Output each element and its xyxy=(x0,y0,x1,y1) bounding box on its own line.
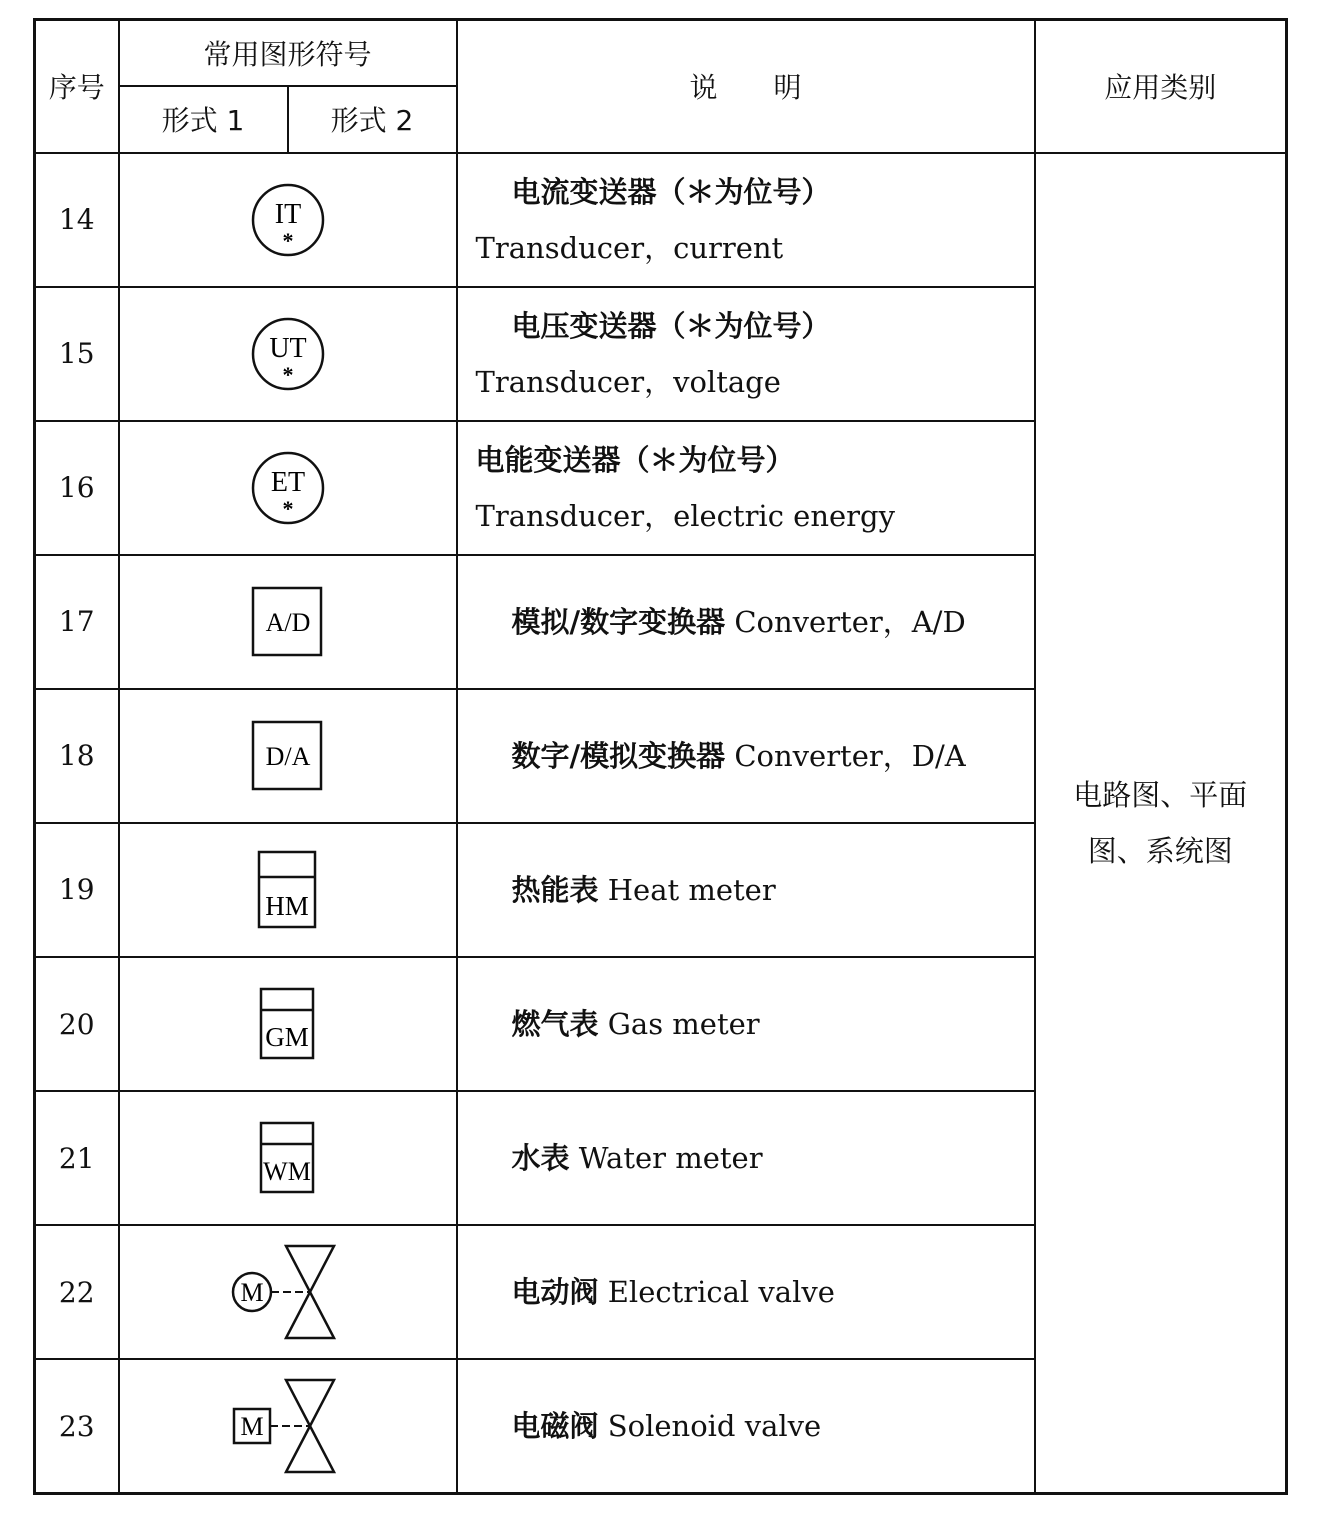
row-number: 23 xyxy=(35,1359,119,1493)
row-number: 19 xyxy=(35,823,119,957)
symbol-label: GM xyxy=(264,1022,309,1053)
symbol-table-sheet xyxy=(33,18,1285,1495)
row-number: 18 xyxy=(35,689,119,823)
header-form2: 形式 2 xyxy=(288,86,457,153)
desc-en: Transducer，current xyxy=(475,230,784,265)
solenoid-valve-symbol xyxy=(228,1377,348,1475)
transducer-voltage-symbol xyxy=(248,314,328,394)
symbol-cell xyxy=(119,823,457,957)
symbol-cell xyxy=(119,1359,457,1493)
desc-cn: 模拟/数字变换器 xyxy=(511,604,726,639)
desc-cn: 电磁阀 xyxy=(511,1409,599,1444)
row-number: 15 xyxy=(35,287,119,421)
description-cell xyxy=(457,287,1035,421)
symbol-label: UT xyxy=(268,332,307,364)
symbol-label: M xyxy=(239,1412,264,1442)
description-cell xyxy=(457,555,1035,689)
desc-cn: 电能变送器（＊为位号） xyxy=(475,442,795,477)
symbol-mark: * xyxy=(282,227,293,253)
header-seq: 序号 xyxy=(35,20,119,153)
table-row xyxy=(35,153,1287,287)
water-meter-symbol xyxy=(257,1120,319,1196)
row-number: 17 xyxy=(35,555,119,689)
desc-en: Gas meter xyxy=(607,1007,760,1042)
gas-meter-symbol xyxy=(257,986,319,1062)
row-number: 20 xyxy=(35,957,119,1091)
desc-cn: 电动阀 xyxy=(511,1275,599,1310)
desc-cn: 数字/模拟变换器 xyxy=(511,738,726,773)
row-number: 21 xyxy=(35,1091,119,1225)
symbol-table xyxy=(33,18,1288,1495)
ad-converter-symbol xyxy=(250,585,326,659)
desc-en: Water meter xyxy=(578,1141,763,1176)
desc-cn: 热能表 xyxy=(511,872,599,907)
symbol-cell xyxy=(119,555,457,689)
symbol-cell xyxy=(119,287,457,421)
transducer-energy-symbol xyxy=(248,448,328,528)
desc-cn: 电流变送器（＊为位号） xyxy=(511,174,831,209)
desc-cn: 燃气表 xyxy=(511,1007,599,1042)
desc-cn: 电压变送器（＊为位号） xyxy=(511,308,831,343)
desc-en: Transducer，voltage xyxy=(475,364,781,399)
symbol-label: D/A xyxy=(265,741,310,771)
transducer-current-symbol xyxy=(248,180,328,260)
header-symbols: 常用图形符号 xyxy=(119,20,457,86)
desc-en: Heat meter xyxy=(607,872,776,907)
symbol-cell xyxy=(119,153,457,287)
symbol-label: M xyxy=(239,1278,264,1308)
da-converter-symbol xyxy=(250,719,326,793)
description-cell xyxy=(457,823,1035,957)
symbol-label: IT xyxy=(274,198,301,230)
symbol-mark: * xyxy=(282,361,293,387)
desc-en: Converter，D/A xyxy=(734,738,966,773)
description-cell xyxy=(457,1225,1035,1359)
desc-en: Converter，A/D xyxy=(734,604,966,639)
electrical-valve-symbol xyxy=(228,1243,348,1341)
symbol-label: A/D xyxy=(265,607,310,637)
header-form1: 形式 1 xyxy=(119,86,288,153)
symbol-cell xyxy=(119,957,457,1091)
description-cell xyxy=(457,689,1035,823)
row-number: 22 xyxy=(35,1225,119,1359)
symbol-label: HM xyxy=(264,890,309,921)
desc-en: Transducer，electric energy xyxy=(475,498,895,533)
description-cell xyxy=(457,1091,1035,1225)
symbol-label: ET xyxy=(270,466,305,498)
symbol-cell xyxy=(119,421,457,555)
symbol-cell xyxy=(119,689,457,823)
description-cell xyxy=(457,957,1035,1091)
symbol-cell xyxy=(119,1225,457,1359)
description-cell xyxy=(457,1359,1035,1493)
header-description: 说 明 xyxy=(457,20,1035,153)
description-cell xyxy=(457,153,1035,287)
desc-en: Solenoid valve xyxy=(607,1409,822,1444)
row-number: 16 xyxy=(35,421,119,555)
symbol-mark: * xyxy=(282,495,293,521)
symbol-label: WM xyxy=(262,1157,311,1187)
symbol-cell xyxy=(119,1091,457,1225)
description-cell xyxy=(457,421,1035,555)
heat-meter-symbol xyxy=(255,849,321,931)
category-cell: 电路图、平面图、系统图 xyxy=(1035,153,1287,1494)
header-category: 应用类别 xyxy=(1035,20,1287,153)
row-number: 14 xyxy=(35,153,119,287)
desc-en: Electrical valve xyxy=(607,1275,835,1310)
desc-cn: 水表 xyxy=(511,1141,570,1176)
